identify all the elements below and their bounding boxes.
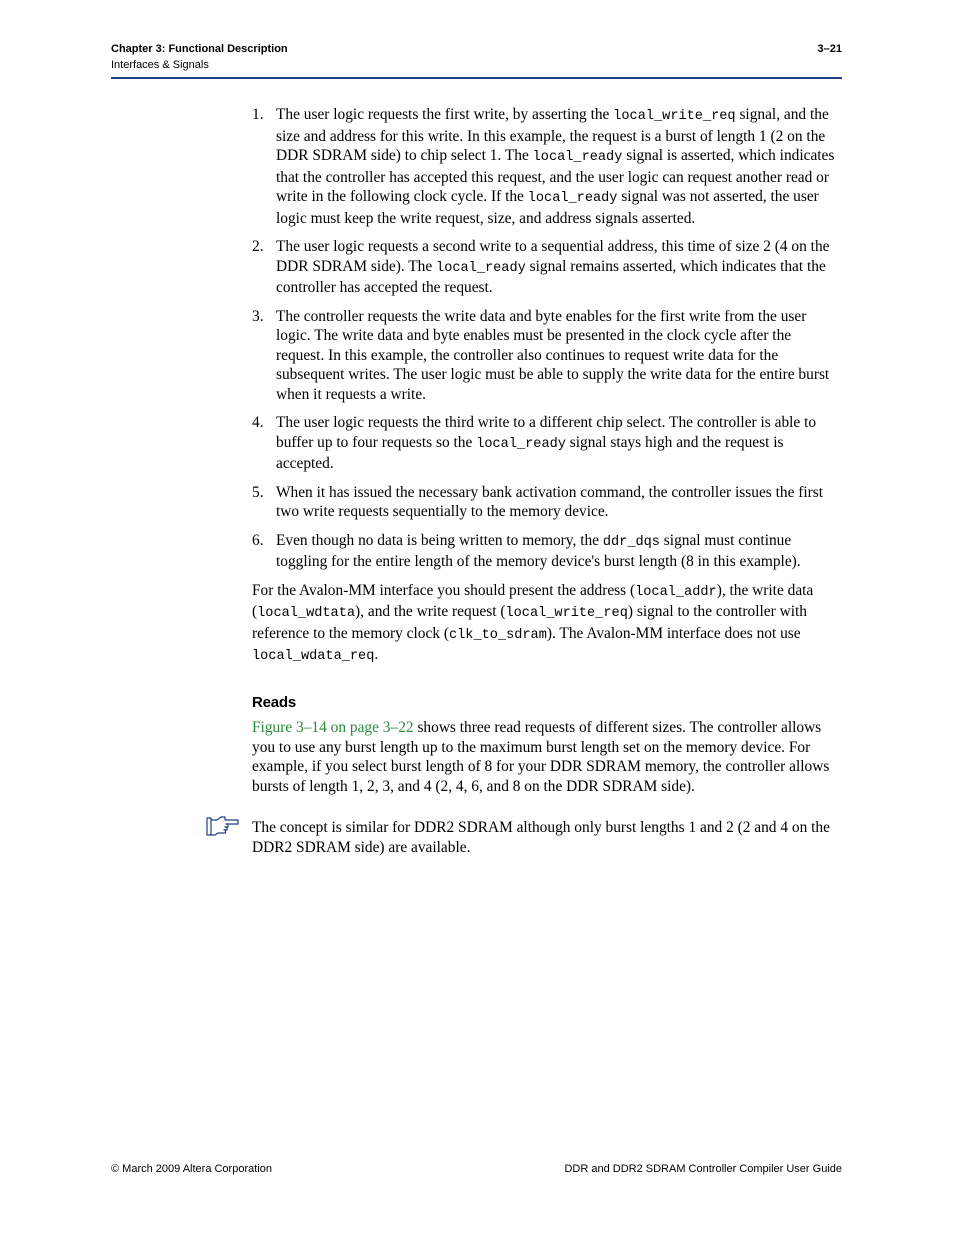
list-item-text: The user logic requests the first write, by asserting the local_write_req signal, and the size and address for this write. In this example, the request is a burst of length 1 (2 on the DDR SDRAM side) to chip select 1. The local_ready signal is asserted, which indicates that the controller has accepted this request, and the user logic can request another read or write in the following clock cycle. If the local_ready signal was not asserted, the user logic must keep the write request, size, and address signals asserted. [276,106,835,227]
signal-name: local_ready [476,436,566,452]
header-rule [111,77,842,79]
figure-reference-link[interactable]: Figure 3–14 on page 3–22 [252,719,414,736]
signal-name: local_ready [527,191,618,206]
header-chapter: Chapter 3: Functional Description [111,43,288,55]
list-item-text: When it has issued the necessary bank activation command, the controller issues the first two write requests sequentially to the memory device. [276,483,824,520]
list-item-number: 4. [252,414,264,431]
list-item [252,413,842,474]
list-item-text: The user logic requests the third write to a different chip select. The controller is able to buffer up to four requests so the local_ready signal stays high and the request is accepted. [276,414,817,472]
signal-name: ddr_dqs [602,534,660,550]
list-item-number: 6. [252,531,264,549]
main-content [252,105,842,866]
list-item-number: 5. [252,483,264,501]
list-item [252,483,842,522]
signal-name: local_wdtata [257,606,356,621]
list-item-number: 2. [252,238,264,255]
reads-paragraph: Figure 3–14 on page 3–22 shows three read requests of different sizes. The controller allows you to use any burst length up to the maximum burst length set on the memory device. For example, if you select burst length of 8 for your DDR SDRAM memory, the controller allows bursts of length 1, 2, 3, and 4 (2, 4, 6, and 8 on the DDR SDRAM side). [252,719,830,795]
signal-name: local_ready [532,150,623,165]
list-item-number: 1. [252,106,264,123]
section-heading-reads: Reads [252,693,297,711]
list-item-text: The controller requests the write data and byte enables for the first write from the user logic. The write data and byte enables must be presented in the clock cycle after the request. In this example, the controller also continues to request write data for the subsequent writes. The user logic must be able to supply the write data for the entire burst when it requests a write. [276,307,830,403]
note-block [252,818,842,857]
footer-copyright: © March 2009 Altera Corporation [111,1163,272,1175]
signal-name: local_write_req [613,109,736,124]
avalon-paragraph: For the Avalon-MM interface you should present the address (local_addr), the write data (local_wdtata), and the write request (local_write_req) signal to the controller with reference to the memory clock (clk_to_sdram). The Avalon-MM interface does not use local_wdata_req. [252,581,814,664]
list-item [252,531,842,572]
list-item-number: 3. [252,307,264,325]
signal-name: local_addr [635,584,717,600]
list-item [252,237,842,298]
list-item [252,105,842,228]
signal-name: local_write_req [505,606,628,621]
list-item-text: The user logic requests a second write to a sequential address, this time of size 2 (4 on the DDR SDRAM side). The local_ready signal remains asserted, which indicates that the controller has accepted the request. [276,238,830,296]
header-section: Interfaces & Signals [111,59,209,71]
list-item [252,307,842,405]
footer-guide-title: DDR and DDR2 SDRAM Controller Compiler User Guide [564,1163,842,1175]
note-text: The concept is similar for DDR2 SDRAM although only burst lengths 1 and 2 (2 and 4 on the DDR2 SDRAM side) are available. [252,819,830,856]
signal-name: clk_to_sdram [448,627,547,643]
signal-name: local_ready [436,260,526,276]
write-steps-list [252,105,842,572]
pointing-hand-icon [206,814,240,838]
list-item-text: Even though no data is being written to memory, the ddr_dqs signal must continue toggling for the entire length of the memory device's burst length (8 in this example). [276,531,801,570]
signal-name: local_wdata_req [252,649,375,664]
header-page-number: 3–21 [817,43,842,55]
